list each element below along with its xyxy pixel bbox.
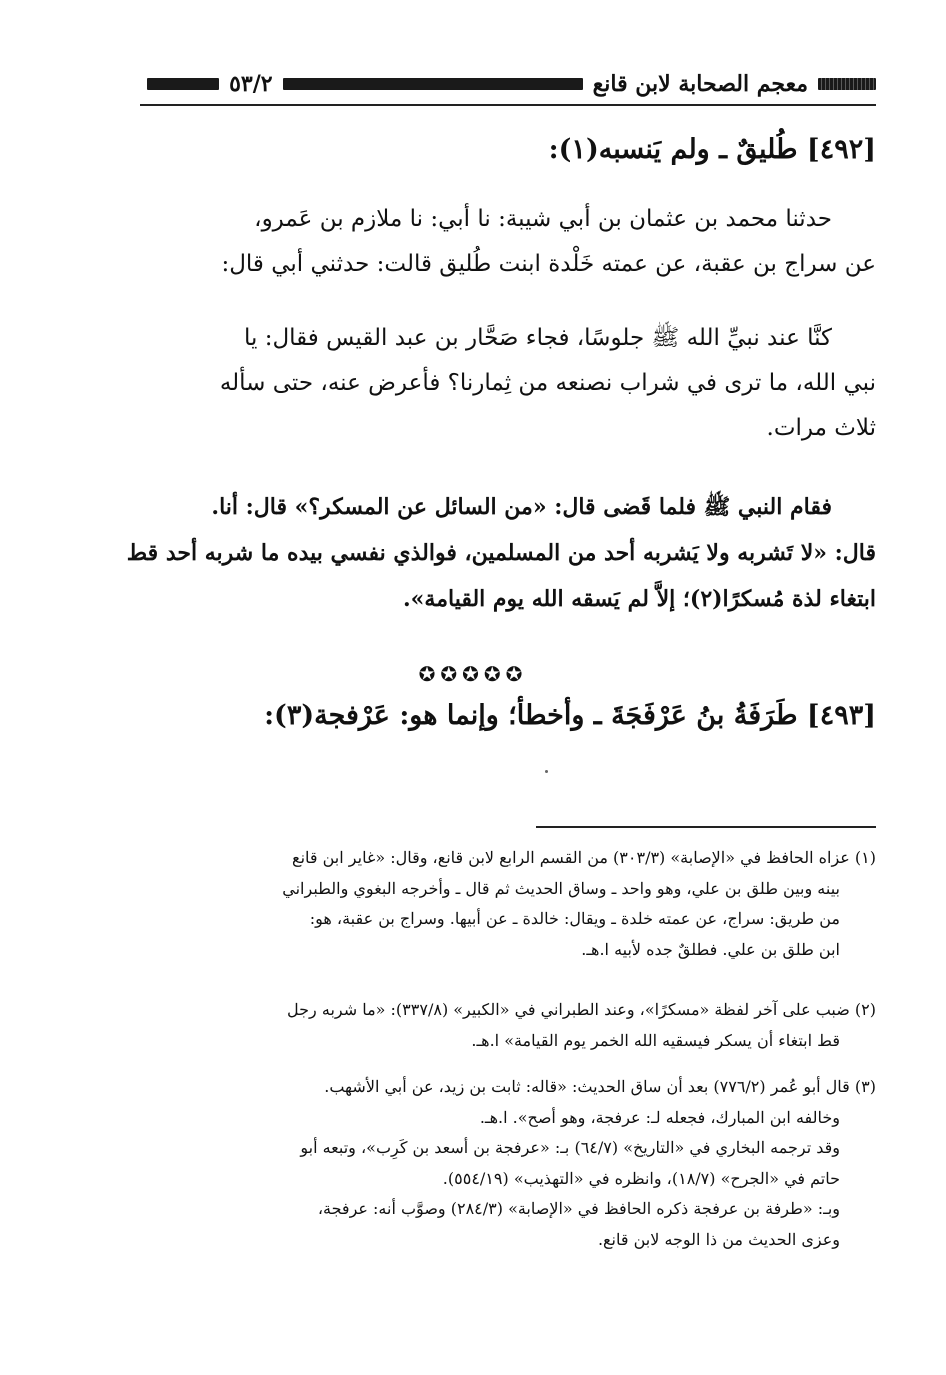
print-speck <box>545 770 548 773</box>
footnote-line: قط ابتغاء أن يسكر فيسقيه الله الخمر يوم القيامة» ا.هـ. <box>471 1030 840 1050</box>
text-line: فقام النبي ﷺ فلما قَضى قال: «من السائل عن المسكر؟» قال: أنا. <box>211 494 832 520</box>
entry-492-para1 <box>100 197 876 287</box>
footnote-line: (٣) قال أبو عُمر (٧٧٦/٢) بعد أن ساق الحديث: «قاله: ثابت بن زيد، عن أبي الأشهب. <box>324 1077 876 1096</box>
header-ornament-bar <box>147 78 219 90</box>
footnote-line: وعزى الحديث من ذا الوجه لابن قانع. <box>597 1229 840 1249</box>
text-line: قال: «لا تَشربه ولا يَشربه أحد من المسلمين، فوالذي نفسي بيده ما شربه أحد قط <box>126 540 876 566</box>
header-page-number: ٥٣/٢ <box>229 71 273 97</box>
entry-title: [٤٩٢] طُليقٌ ـ ولم يَنسبه(١): <box>548 134 876 165</box>
text-line: نبي الله، ما ترى في شراب نصنعه من ثِمارنا؟ فأعرض عنه، حتى سأله <box>219 370 876 396</box>
running-header <box>140 66 876 102</box>
footnote-line: وقد ترجمه البخاري في «التاريخ» (٦٤/٧) بـ: «عرفجة بن أسعد بن كَرِب»، وتبعه أبو <box>300 1138 840 1157</box>
footnote-line: بينه وبين طلق بن علي، وهو واحد ـ وساق الحديث ثم قال ـ وأخرجه البغوي والطبراني <box>282 878 840 898</box>
footnote-line: وبـ: «طرفة بن عرفجة ذكره الحافظ في «الإصابة» (٢٨٤/٣) وصوَّب أنه: عرفجة، <box>317 1199 840 1218</box>
header-ornament-bar <box>283 78 583 90</box>
footnote-rule <box>536 826 876 828</box>
text-line: عن سراج بن عقبة، عن عمته خَلْدة ابنت طُليق قالت: حدثني أبي قال: <box>221 251 876 277</box>
footnote-line: حاتم في «الجرح» (١٨/٧)، وانظره في «التهذيب» (٥٥٤/١٩). <box>442 1168 840 1188</box>
text-line: كنَّا عند نبيِّ الله ﷺ جلوسًا، فجاء صَحَّار بن عبد القيس فقال: يا <box>243 325 832 351</box>
header-rule <box>140 104 876 106</box>
text-line: حدثنا محمد بن عثمان بن أبي شيبة: نا أبي: نا ملازم بن عَمرو، <box>254 206 832 232</box>
header-ornament-bar <box>818 78 876 90</box>
footnote-line: (١) عزاه الحافظ في «الإصابة» (٣٠٣/٣) من القسم الرابع لابن قانع، وقال: «غاير ابن قانع <box>292 848 876 867</box>
entry-492-para2 <box>100 316 876 451</box>
footnote-2 <box>130 995 876 1056</box>
entry-493-title <box>100 696 876 736</box>
text-line: ثلاث مرات. <box>766 415 876 441</box>
footnote-1 <box>130 843 876 965</box>
text-line: ابتغاء لذة مُسكرًا(٢)؛ إلاَّ لم يَسقه الله يوم القيامة». <box>403 586 876 612</box>
footnote-line: وخالفه ابن المبارك، فجعله لـ: عرفجة، وهو أصح». ا.هـ. <box>479 1107 840 1127</box>
entry-492-para3 <box>100 484 876 622</box>
footnote-line: من طريق: سراج، عن عمته خلدة ـ ويقال: خالدة ـ عن أبيها. وسراج بن عقبة، هو: <box>309 909 840 928</box>
footnote-3 <box>130 1072 876 1255</box>
section-separator: ✪✪✪✪✪ <box>418 662 528 686</box>
header-book-title: معجم الصحابة لابن قانع <box>592 71 808 97</box>
entry-title: [٤٩٣] طَرَفَةُ بنُ عَرْفَجَةَ ـ وأخطأ؛ وإنما هو: عَرْفجة(٣): <box>264 700 876 731</box>
entry-492-title <box>100 130 876 170</box>
footnote-line: ابن طلق بن علي. فطلقٌ جده لأبيه ا.هـ. <box>581 939 840 959</box>
footnote-line: (٢) ضبب على آخر لفظة «مسكرًا»، وعند الطبراني في «الكبير» (٣٣٧/٨): «ما شربه رجل <box>287 1000 876 1019</box>
